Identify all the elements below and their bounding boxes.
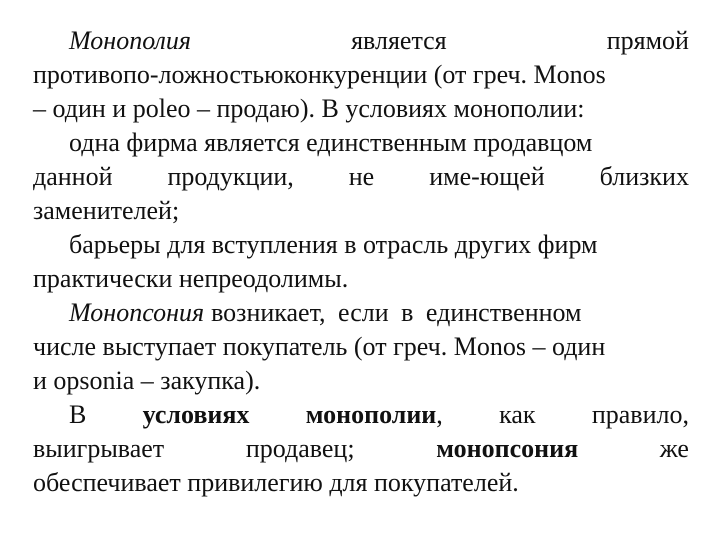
text-line [33, 160, 689, 194]
term-monopoly: Монополия [69, 26, 191, 55]
word: продавец; [245, 434, 355, 463]
word: В [69, 400, 87, 429]
text-line: барьеры для вступления в отрасль других фирм [69, 230, 598, 259]
bold-word-conditions: условиях [142, 400, 250, 429]
text-run: возникает, если в единственном [211, 298, 582, 327]
text-line: одна фирма является единственным продавцом [69, 128, 593, 157]
word: как [499, 400, 536, 429]
paragraph-conclusion [33, 398, 689, 500]
word: близких [599, 162, 689, 191]
paragraph-monopoly-definition [33, 24, 689, 126]
word: же [659, 434, 689, 463]
word: является [351, 26, 447, 55]
term-monopsony: Монопсония [69, 298, 205, 327]
word: прямой [606, 26, 689, 55]
paragraph-monopsony-definition [33, 296, 689, 398]
word-group [306, 398, 443, 432]
text-line [33, 432, 689, 466]
text-line [33, 24, 689, 58]
bold-word-monopoly: монополии [305, 400, 437, 429]
text-line: – один и poleo – продаю). В условиях монополии: [33, 94, 585, 123]
text-line: заменителей; [33, 196, 180, 225]
word: име-ющей [429, 162, 545, 191]
word: данной [33, 162, 113, 191]
bold-word-monopsony: монопсония [436, 434, 579, 463]
word: выигрывает [33, 434, 165, 463]
word: правило, [591, 400, 689, 429]
word: продукции, [167, 162, 294, 191]
text-line: обеспечивает привилегию для покупателей. [33, 468, 519, 497]
word: не [348, 162, 375, 191]
text-line [33, 296, 689, 330]
paragraph-single-seller [33, 126, 689, 228]
comma: , [436, 400, 443, 429]
text-line: практически непреодолимы. [33, 264, 349, 293]
text-line: числе выступает покупатель (от греч. Monos – один [33, 332, 606, 361]
text-line: и opsonia – закупка). [33, 366, 261, 395]
text-line: противопо-ложностьюконкуренции (от греч. Monos [33, 60, 606, 89]
text-line [33, 398, 689, 432]
document-body [33, 24, 689, 500]
paragraph-barriers [33, 228, 689, 296]
